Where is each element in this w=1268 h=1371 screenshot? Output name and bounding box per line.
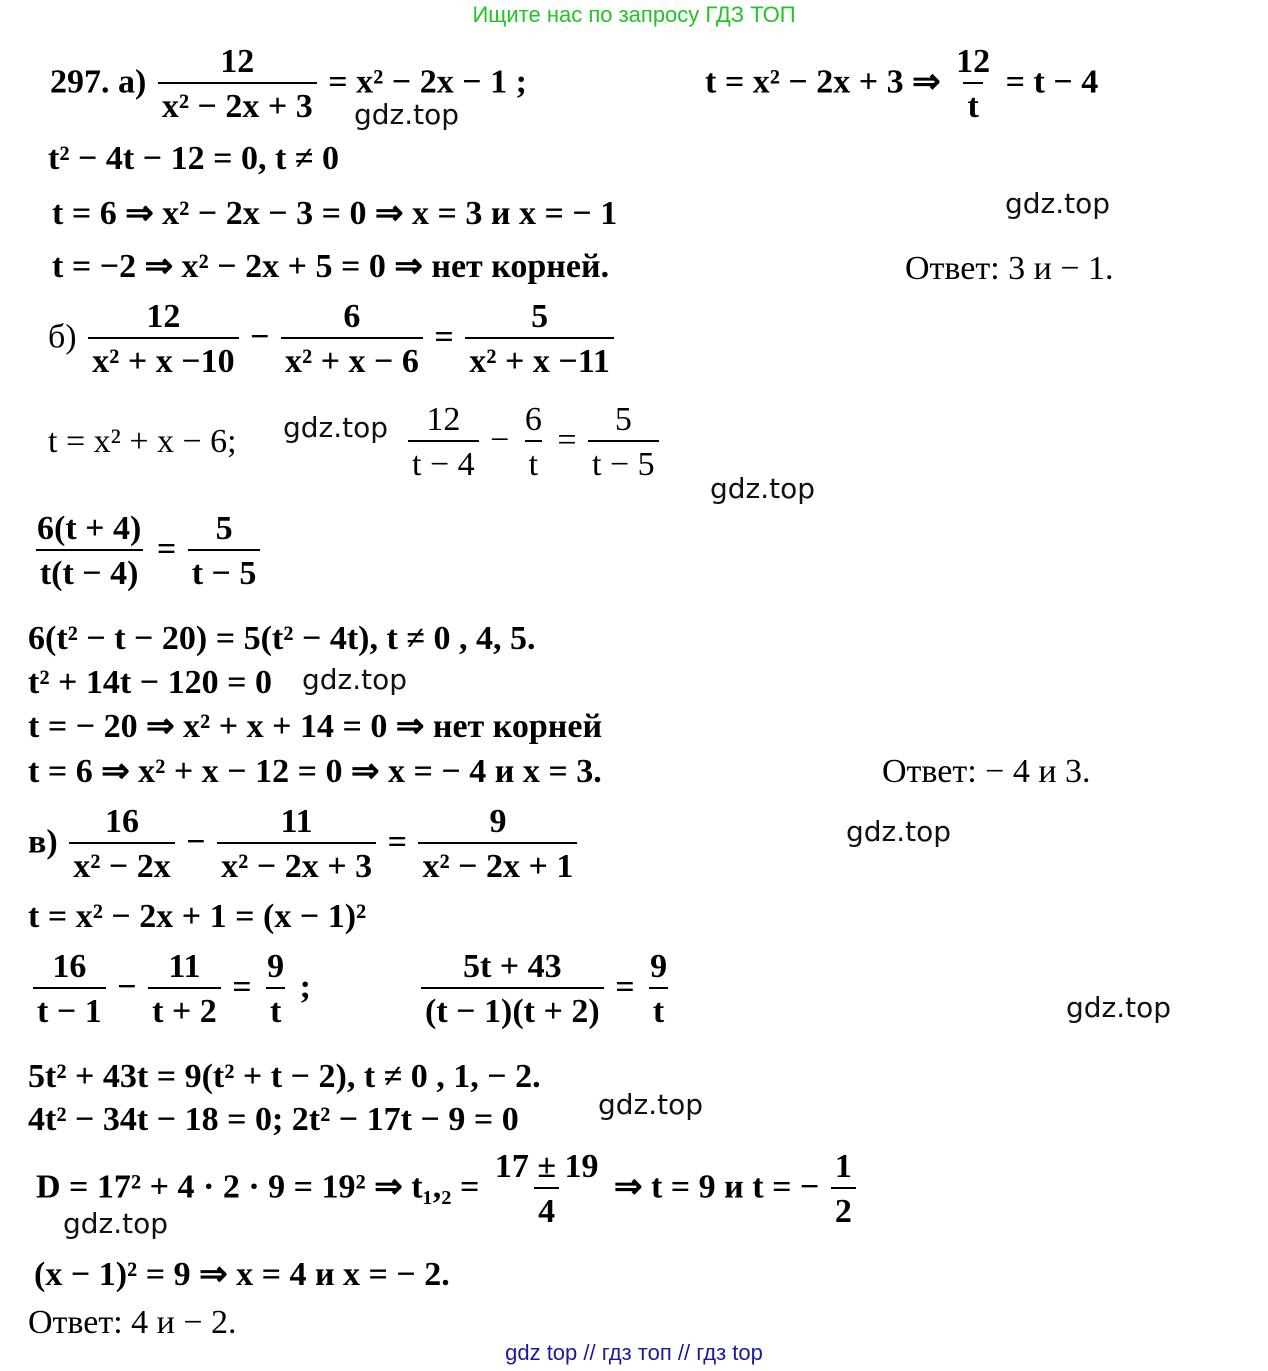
numerator: 6(t + 4) (37, 510, 142, 547)
denominator: t − 1 (33, 987, 106, 1029)
part-b-line4: t = 6 ⇒ x² + x − 12 = 0 ⇒ x = − 4 и x = 3. (28, 753, 602, 790)
fraction (421, 950, 604, 1029)
numerator: 9 (267, 948, 285, 985)
denominator: t − 5 (188, 549, 261, 591)
part-c-line2: 4t² − 34t − 18 = 0; 2t² − 17t − 9 = 0 (28, 1101, 519, 1138)
fraction (952, 45, 994, 124)
fraction (88, 300, 238, 379)
numerator: 9 (489, 803, 507, 840)
watermark: gdz.top (846, 815, 952, 848)
denominator: 2 (831, 1187, 856, 1229)
denominator: t (525, 440, 542, 482)
part-a-answer: Ответ: 3 и − 1. (905, 250, 1114, 287)
denominator: t (266, 987, 285, 1029)
denominator: t (649, 987, 668, 1029)
part-b-line2: t² + 14t − 120 = 0 (28, 664, 272, 701)
denominator: x² + x −11 (465, 337, 614, 379)
numerator: 5 (531, 298, 549, 335)
numerator: 11 (168, 948, 201, 985)
denominator: t (963, 82, 982, 124)
denominator: x² − 2x (69, 842, 175, 884)
fraction (148, 950, 221, 1029)
substitution-rhs: = t − 4 (1005, 63, 1099, 101)
part-b-answer: Ответ: − 4 и 3. (882, 753, 1091, 790)
discriminant-text: D = 17² + 4 · 2 · 9 = 19² ⇒ t₁,₂ = (36, 1168, 480, 1206)
denominator: x² + x − 6 (281, 337, 423, 379)
denominator: x² + x −10 (88, 337, 238, 379)
numerator: 5 (215, 510, 233, 547)
part-c-equation: в) $\frac{16}{\text{x² − 2x}}$ − $\frac{11}{\text{x² − 2x + 3}}$ = $\frac{9}{\text{x² − 2x + 1}}$ (28, 805, 580, 884)
part-a-line2: t = 6 ⇒ x² − 2x − 3 = 0 ⇒ x = 3 и x = − 1 (52, 195, 618, 232)
equation-rhs: = x² − 2x − 1 ; (328, 63, 527, 101)
numerator: 5 (614, 401, 632, 438)
watermark: gdz.top (1005, 187, 1111, 220)
numerator: 12 (146, 298, 181, 335)
fraction (646, 950, 671, 1029)
fraction (158, 45, 317, 124)
fraction (521, 403, 546, 482)
part-c-line1: 5t² + 43t = 9(t² + t − 2), t ≠ 0 , 1, − 2. (28, 1058, 541, 1095)
denominator: t − 4 (408, 440, 479, 482)
part-b-line3: t = − 20 ⇒ x² + x + 14 = 0 ⇒ нет корней (28, 708, 603, 745)
part-b-substitution: t = x² + x − 6; (48, 423, 237, 460)
watermark: gdz.top (598, 1088, 704, 1121)
part-b-label: б) (48, 318, 77, 356)
part-c-t-equation: $\frac{16}{t - 1}$ − $\frac{11}{t + 2}$ = $\frac{9}{t}$ ; (30, 950, 311, 1029)
numerator: 9 (650, 948, 668, 985)
fraction (188, 512, 261, 591)
numerator: 12 (426, 401, 461, 438)
fraction (588, 403, 659, 482)
watermark: gdz.top (283, 411, 389, 444)
denominator: t(t − 4) (36, 549, 143, 591)
part-a-line1: t² − 4t − 12 = 0, t ≠ 0 (48, 140, 339, 177)
denominator: x² − 2x + 3 (217, 842, 376, 884)
fraction (263, 950, 288, 1029)
substitution-text: t = x² − 2x + 3 ⇒ (705, 63, 941, 101)
watermark: gdz.top (302, 663, 408, 696)
fraction (33, 950, 106, 1029)
denominator: x² − 2x + 1 (418, 842, 577, 884)
numerator: 12 (220, 43, 255, 80)
part-b-t-equation: $\frac{12}{t - 4}$ − $\frac{6}{t}$ = $\frac{5}{t - 5}$ (405, 403, 662, 482)
part-b-equation: б) $\frac{12}{\text{x² + x −10}}$ − $\frac{6}{\text{x² + x − 6}}$ = $\frac{5}{\text{x² + x −11}}$ (48, 300, 617, 379)
numerator: 16 (52, 948, 87, 985)
part-a-substitution (705, 45, 1098, 124)
part-c-answer: Ответ: 4 и − 2. (28, 1304, 237, 1341)
watermark: gdz.top (1066, 991, 1172, 1024)
fraction (217, 805, 376, 884)
fraction (69, 805, 175, 884)
numerator: 5t + 43 (462, 948, 562, 985)
numerator: 1 (834, 1148, 852, 1185)
fraction (418, 805, 577, 884)
numerator: 12 (956, 43, 991, 80)
numerator: 6 (524, 401, 542, 438)
denominator: t + 2 (148, 987, 221, 1029)
problem-number: 297. (50, 63, 110, 101)
part-c-substitution: t = x² − 2x + 1 = (x − 1)² (28, 898, 367, 935)
numerator: 16 (104, 803, 139, 840)
denominator: x² − 2x + 3 (158, 82, 317, 124)
numerator: 11 (280, 803, 313, 840)
fraction (281, 300, 423, 379)
part-c-line3: (x − 1)² = 9 ⇒ x = 4 и x = − 2. (34, 1256, 450, 1293)
fraction (33, 512, 145, 591)
part-c-combined: $\frac{5t + 43}{(t - 1)(t + 2)}$ = $\frac{9}{t}$ (418, 950, 674, 1029)
denominator: (t − 1)(t + 2) (421, 987, 604, 1029)
footer: gdz top // гдз топ // гдз top (505, 1340, 763, 1365)
part-b-simplified: $\frac{6(t + 4)}{t(t - 4)}$ = $\frac{5}{t - 5}$ (30, 512, 263, 591)
denominator: t − 5 (588, 440, 659, 482)
numerator: 6 (343, 298, 361, 335)
part-c-label: в) (28, 823, 58, 861)
fraction (831, 1150, 856, 1229)
watermark: gdz.top (354, 98, 460, 131)
fraction (491, 1150, 603, 1229)
fraction (408, 403, 479, 482)
discriminant-rhs: ⇒ t = 9 и t = − (613, 1168, 820, 1206)
watermark: gdz.top (710, 472, 816, 505)
fraction (465, 300, 614, 379)
part-b-line1: 6(t² − t − 20) = 5(t² − 4t), t ≠ 0 , 4, 5. (28, 620, 536, 657)
part-a-label: а) (118, 63, 147, 101)
numerator: 17 ± 19 (494, 1148, 599, 1185)
denominator: 4 (534, 1187, 559, 1229)
part-a-line3: t = −2 ⇒ x² − 2x + 5 = 0 ⇒ нет корней. (52, 248, 610, 285)
top-banner: Ищите нас по запросу ГДЗ ТОП (472, 2, 796, 27)
watermark: gdz.top (63, 1207, 169, 1240)
